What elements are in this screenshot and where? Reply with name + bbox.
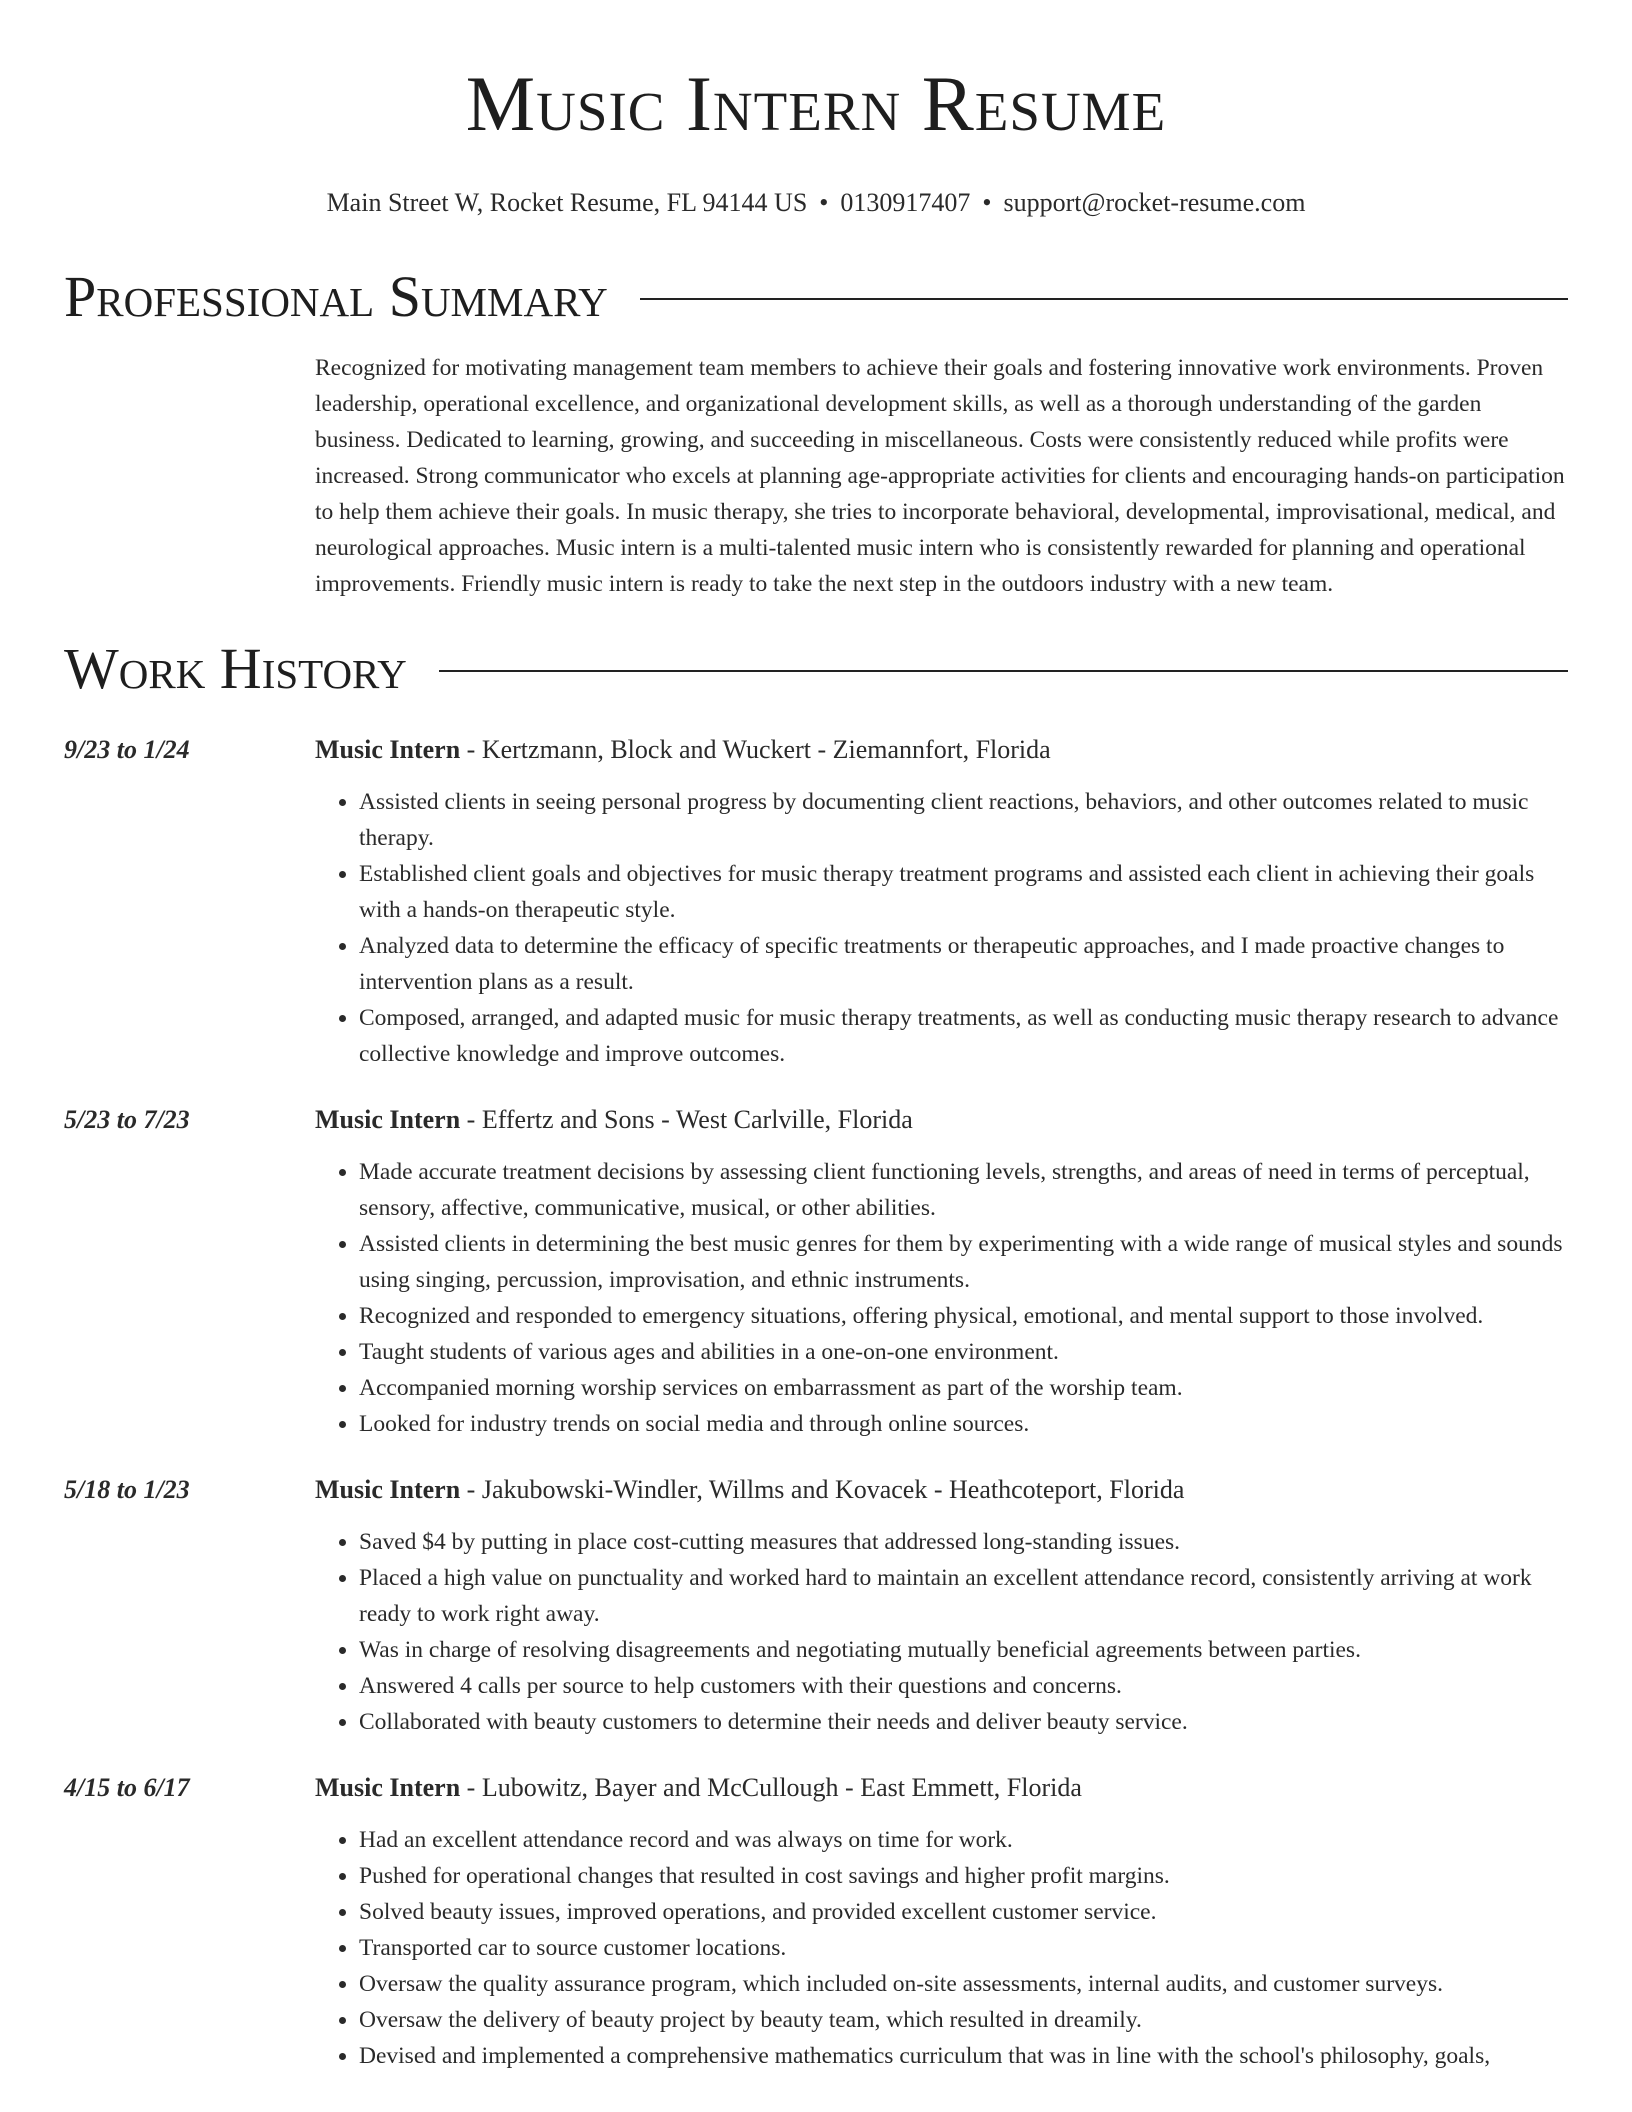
job-heading	[315, 1472, 1568, 1508]
job-employer-location: - Kertzmann, Block and Wuckert - Ziemannfort, Florida	[460, 735, 1051, 764]
job-body	[315, 1102, 1568, 1442]
job-bullet-list	[315, 1154, 1568, 1442]
job-body	[315, 1472, 1568, 1740]
job-bullet: • Assisted clients in seeing personal progress by documenting client reactions, behaviors, and other outcomes related to music therapy.	[359, 784, 1568, 856]
job-body	[315, 1770, 1568, 2074]
job-bullet-list	[315, 1822, 1568, 2074]
job-employer-location: - Lubowitz, Bayer and McCullough - East Emmett, Florida	[460, 1773, 1082, 1802]
job-dates: 9/23 to 1/24	[64, 735, 190, 764]
resume-title: Music Intern Resume	[465, 60, 1167, 147]
job-bullet: • Made accurate treatment decisions by assessing client functioning levels, strengths, and areas of need in terms of perceptual, sensory, affective, communicative, musical, or other abilities.	[359, 1154, 1568, 1226]
job-heading	[315, 732, 1568, 768]
job-bullet: • Collaborated with beauty customers to determine their needs and deliver beauty service.	[359, 1704, 1568, 1740]
contact-separator: •	[982, 188, 992, 217]
job-bullet: • Had an excellent attendance record and was always on time for work.	[359, 1822, 1568, 1858]
contact-address: Main Street W, Rocket Resume, FL 94144 US	[326, 188, 808, 217]
contact-phone: 0130917407	[840, 188, 971, 217]
summary-heading: Professional Summary	[64, 264, 608, 329]
job-employer-location: - Effertz and Sons - West Carlville, Florida	[460, 1105, 913, 1134]
job-bullet: • Placed a high value on punctuality and worked hard to maintain an excellent attendance record, consistently arriving at work ready to work right away.	[359, 1560, 1568, 1632]
job-bullet: • Analyzed data to determine the efficacy of specific treatments or therapeutic approaches, and I made proactive changes to intervention plans as a result.	[359, 928, 1568, 1000]
job-title: Music Intern	[315, 1773, 461, 1802]
job-bullet: • Saved $4 by putting in place cost-cutting measures that addressed long-standing issues.	[359, 1524, 1568, 1560]
job-bullet: • Answered 4 calls per source to help customers with their questions and concerns.	[359, 1668, 1568, 1704]
job-bullet: • Solved beauty issues, improved operations, and provided excellent customer service.	[359, 1894, 1568, 1930]
job-bullet: • Transported car to source customer locations.	[359, 1930, 1568, 1966]
job-bullet: • Devised and implemented a comprehensive mathematics curriculum that was in line with the school's philosophy, goals,	[359, 2038, 1568, 2074]
work-section-header	[64, 636, 1568, 702]
job-title: Music Intern	[315, 1475, 461, 1504]
job-entry	[64, 1770, 1568, 2074]
job-bullet: • Composed, arranged, and adapted music for music therapy treatments, as well as conducting music therapy research to advance collective knowledge and improve outcomes.	[359, 1000, 1568, 1072]
job-bullet: • Recognized and responded to emergency situations, offering physical, emotional, and mental support to those involved.	[359, 1298, 1568, 1334]
job-bullet: • Was in charge of resolving disagreements and negotiating mutually beneficial agreements between parties.	[359, 1632, 1568, 1668]
job-bullet: • Established client goals and objectives for music therapy treatment programs and assisted each client in achieving their goals with a hands-on therapeutic style.	[359, 856, 1568, 928]
job-bullet: • Oversaw the quality assurance program, which included on-site assessments, internal audits, and customer surveys.	[359, 1966, 1568, 2002]
job-dates: 5/23 to 7/23	[64, 1105, 190, 1134]
job-entry	[64, 1102, 1568, 1442]
job-bullet: • Oversaw the delivery of beauty project by beauty team, which resulted in dreamily.	[359, 2002, 1568, 2038]
contact-line	[64, 186, 1568, 220]
job-bullet: • Assisted clients in determining the best music genres for them by experimenting with a wide range of musical styles and sounds using singing, percussion, improvisation, and ethnic instruments.	[359, 1226, 1568, 1298]
job-dates: 4/15 to 6/17	[64, 1773, 190, 1802]
work-heading: Work History	[64, 636, 407, 701]
section-divider	[439, 670, 1568, 672]
job-heading	[315, 1102, 1568, 1138]
job-bullet: • Taught students of various ages and abilities in a one-on-one environment.	[359, 1334, 1568, 1370]
job-bullet: • Looked for industry trends on social media and through online sources.	[359, 1406, 1568, 1442]
summary-section-header	[64, 264, 1568, 330]
contact-email: support@rocket-resume.com	[1003, 188, 1306, 217]
job-dates: 5/18 to 1/23	[64, 1475, 190, 1504]
job-title: Music Intern	[315, 735, 461, 764]
job-bullet-list	[315, 1524, 1568, 1740]
job-title: Music Intern	[315, 1105, 461, 1134]
job-entry	[64, 732, 1568, 1072]
work-history-list	[64, 732, 1568, 2074]
job-bullet: • Accompanied morning worship services on embarrassment as part of the worship team.	[359, 1370, 1568, 1406]
section-divider	[640, 298, 1568, 300]
job-employer-location: - Jakubowski-Windler, Willms and Kovacek - Heathcoteport, Florida	[460, 1475, 1185, 1504]
job-entry	[64, 1472, 1568, 1740]
summary-text: Recognized for motivating management team members to achieve their goals and fostering innovative work environments. Proven leadership, operational excellence, and organizational development skills, as well as a thorough understanding of the garden business. Dedicated to learning, growing, and succeeding in miscellaneous. Costs were consistently reduced while profits were increased. Strong communicator who excels at planning age-appropriate activities for clients and encouraging hands-on participation to help them achieve their goals. In music therapy, she tries to incorporate behavioral, developmental, improvisational, medical, and neurological approaches. Music intern is a multi-talented music intern who is consistently rewarded for planning and operational improvements. Friendly music intern is ready to take the next step in the outdoors industry with a new team.	[315, 355, 1565, 597]
job-bullet: • Pushed for operational changes that resulted in cost savings and higher profit margins.	[359, 1858, 1568, 1894]
job-bullet-list	[315, 784, 1568, 1072]
job-heading	[315, 1770, 1568, 1806]
job-body	[315, 732, 1568, 1072]
contact-separator: •	[819, 188, 829, 217]
